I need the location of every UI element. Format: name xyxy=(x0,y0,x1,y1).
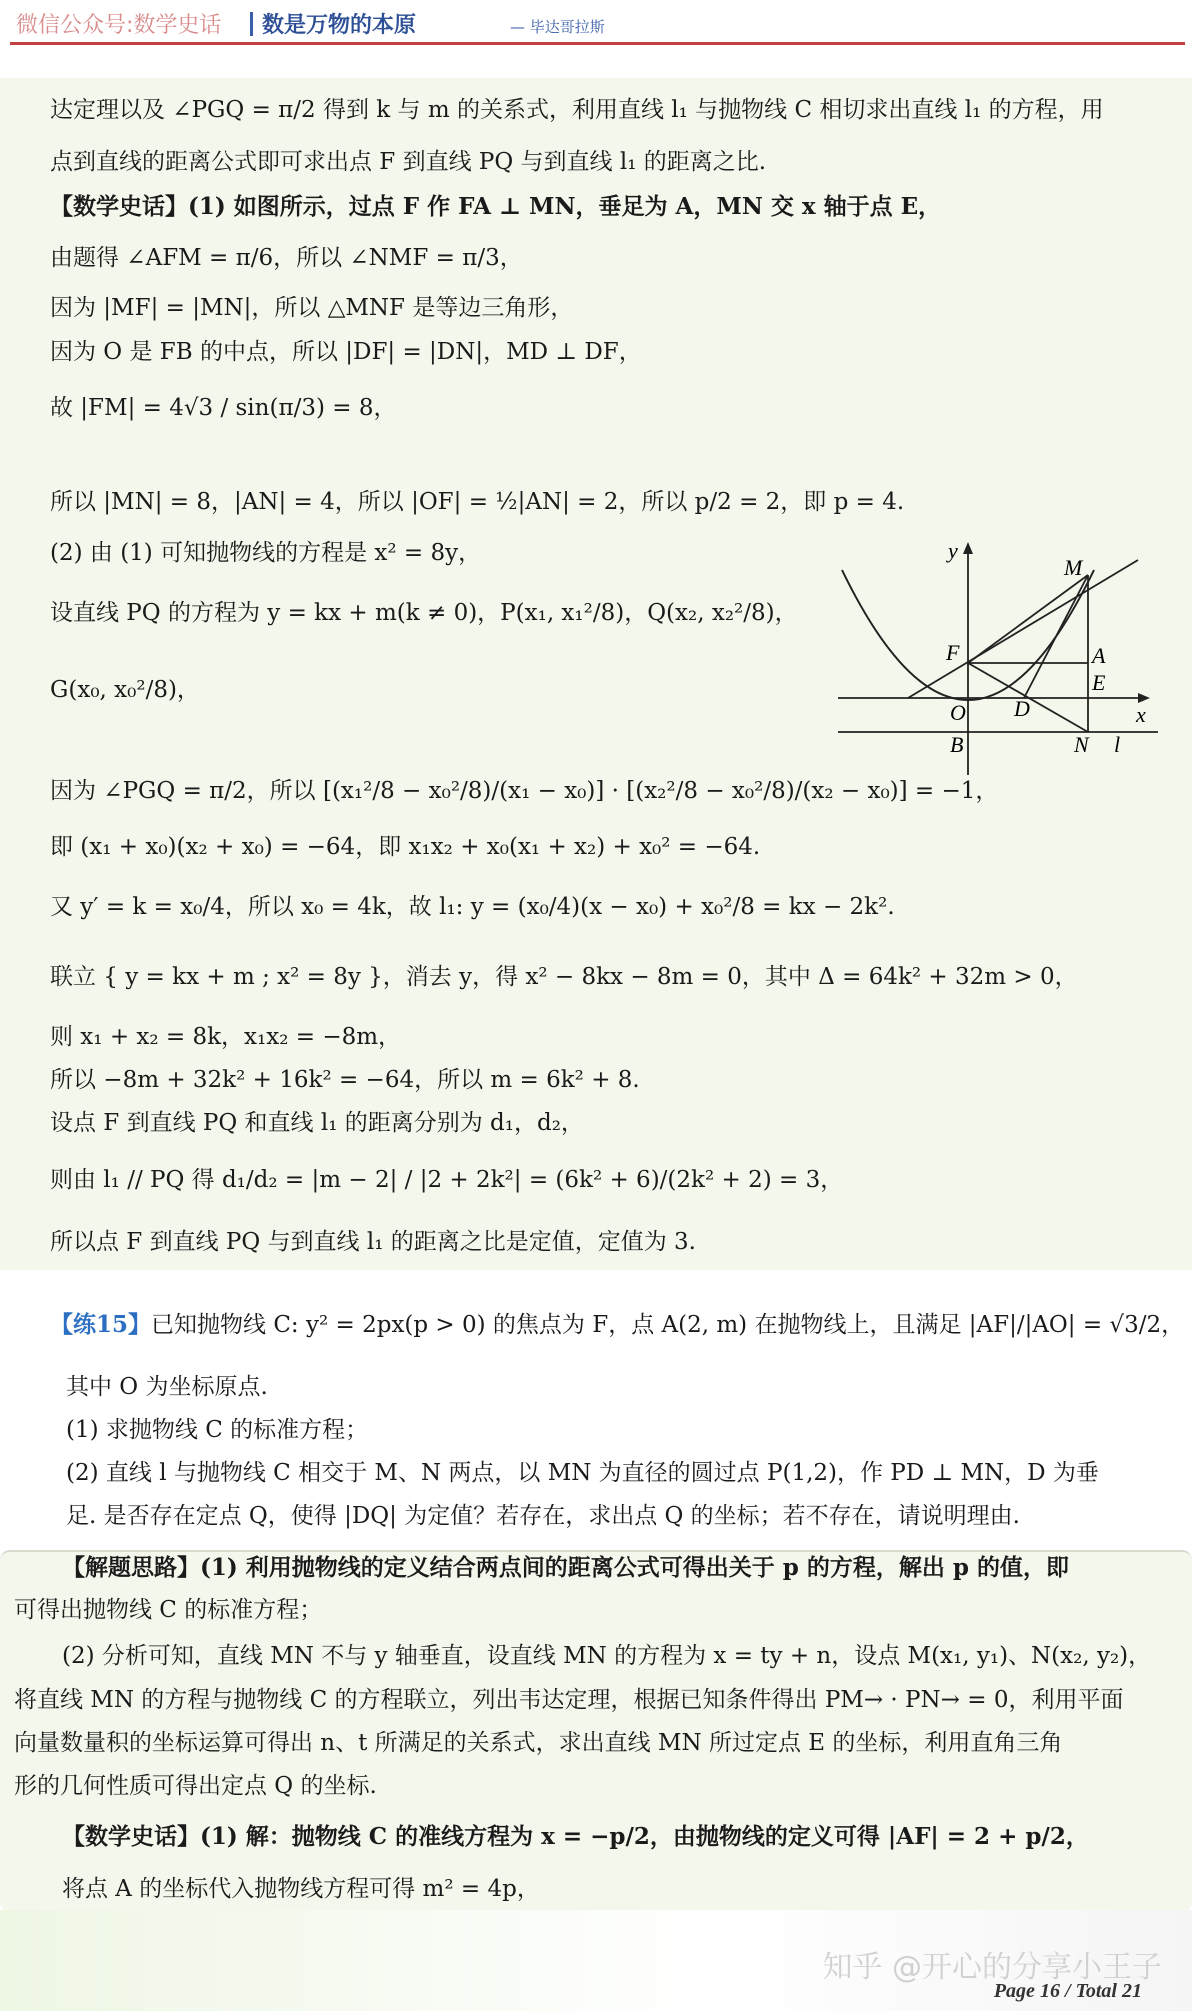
page-number: Page 16 / Total 21 xyxy=(993,1980,1142,2002)
text-line: 则由 l₁ // PQ 得 d₁/d₂ = |m − 2| / |2 + 2k²| = (6k² + 6)/(2k² + 2) = 3， xyxy=(50,1167,844,1193)
text-line: 达定理以及 ∠PGQ = π/2 得到 k 与 m 的关系式，利用直线 l₁ 与抛物线 C 相切求出直线 l₁ 的方程，用 xyxy=(50,97,1104,123)
exercise-line-1 xyxy=(50,1310,1184,1340)
exercise-tag: 【练15】 xyxy=(50,1311,152,1338)
header-author: — 毕达哥拉斯 xyxy=(510,18,605,36)
header-rule xyxy=(10,42,1185,45)
label-a: A xyxy=(1092,643,1106,668)
text-line: 设点 F 到直线 PQ 和直线 l₁ 的距离分别为 d₁，d₂， xyxy=(50,1110,584,1136)
text-line: (2) 由 (1) 可知抛物线的方程是 x² = 8y， xyxy=(50,540,482,566)
text-line: 故 |FM| = 4√3 / sin(π/3) = 8， xyxy=(50,395,397,421)
text-line: 因为 ∠PGQ = π/2，所以 [(x₁²/8 − x₀²/8)/(x₁ − x₀)] · [(x₂²/8 − x₀²/8)/(x₂ − x₀)] = −1， xyxy=(50,778,999,804)
text-line: 【数学史话】(1) 解：抛物线 C 的准线方程为 x = −p/2，由抛物线的定义可得 |AF| = 2 + p/2， xyxy=(62,1823,1089,1850)
header-divider xyxy=(250,12,253,36)
label-o: O xyxy=(950,700,966,725)
text-line: 又 y′ = k = x₀/4，所以 x₀ = 4k，故 l₁: y = (x₀/4)(x − x₀) + x₀²/8 = kx − 2k². xyxy=(50,894,895,920)
page-header xyxy=(0,0,1192,44)
header-title: 数是万物的本原 xyxy=(262,13,417,38)
label-b: B xyxy=(950,732,964,757)
parabola-figure xyxy=(838,540,1158,778)
segment-md xyxy=(1024,575,1088,698)
text-line: 可得出抛物线 C 的标准方程； xyxy=(14,1597,323,1623)
label-e: E xyxy=(1092,670,1106,695)
text-line: 将直线 MN 的方程与抛物线 C 的方程联立，列出韦达定理，根据已知条件得出 PM→ · PN→ = 0，利用平面 xyxy=(14,1687,1124,1713)
segment-fm xyxy=(968,575,1088,663)
text-line: 足. 是否存在定点 Q，使得 |DQ| 为定值？若存在，求出点 Q 的坐标；若不存在，请说明理由. xyxy=(66,1503,1020,1529)
text-line: 所以 |MN| = 8，|AN| = 4，所以 |OF| = ½|AN| = 2，所以 p/2 = 2，即 p = 4. xyxy=(50,489,905,515)
text-line: (2) 直线 l 与抛物线 C 相交于 M、N 两点，以 MN 为直径的圆过点 P(1,2)，作 PD ⊥ MN，D 为垂 xyxy=(66,1460,1099,1486)
text-line: (2) 分析可知，直线 MN 不与 y 轴垂直，设直线 MN 的方程为 x = ty + n，设点 M(x₁, y₁)、N(x₂, y₂)， xyxy=(62,1643,1152,1669)
exercise-text: 已知抛物线 C: y² = 2px(p > 0) 的焦点为 F，点 A(2, m) 在抛物线上，且满足 |AF|/|AO| = √3/2， xyxy=(151,1312,1185,1338)
watermark: 知乎 @开心的分享小王子 xyxy=(822,1950,1162,1985)
y-axis-arrow xyxy=(963,542,973,554)
label-y: y xyxy=(948,540,958,563)
text-line: 因为 O 是 FB 的中点，所以 |DF| = |DN|，MD ⊥ DF， xyxy=(50,339,642,365)
text-line: 联立 { y = kx + m ; x² = 8y }，消去 y，得 x² − 8kx − 8m = 0，其中 Δ = 64k² + 32m > 0， xyxy=(50,964,1078,990)
text-line: 由题得 ∠AFM = π/6，所以 ∠NMF = π/3， xyxy=(50,245,523,271)
text-line: 形的几何性质可得出定点 Q 的坐标. xyxy=(14,1773,377,1799)
text-line: 【解题思路】(1) 利用抛物线的定义结合两点间的距离公式可得出关于 p 的方程，解出 p 的值，即 xyxy=(62,1554,1069,1581)
text-line: 向量数量积的坐标运算可得出 n、t 所满足的关系式，求出直线 MN 所过定点 E 的坐标，利用直角三角 xyxy=(14,1730,1063,1756)
label-x: x xyxy=(1136,702,1146,727)
text-line: 因为 |MF| = |MN|，所以 △MNF 是等边三角形， xyxy=(50,295,574,321)
text-line: 【数学史话】(1) 如图所示，过点 F 作 FA ⊥ MN，垂足为 A，MN 交 x 轴于点 E， xyxy=(50,193,942,220)
wechat-account: 微信公众号:数学史话 xyxy=(16,13,222,38)
label-l: l xyxy=(1114,732,1121,757)
label-f: F xyxy=(946,640,960,665)
label-n: N xyxy=(1074,732,1089,757)
text-line: 则 x₁ + x₂ = 8k，x₁x₂ = −8m， xyxy=(50,1024,402,1050)
text-line: 所以 −8m + 32k² + 16k² = −64，所以 m = 6k² + 8. xyxy=(50,1067,640,1093)
text-line: 所以点 F 到直线 PQ 与到直线 l₁ 的距离之比是定值，定值为 3. xyxy=(50,1229,696,1255)
text-line: (1) 求抛物线 C 的标准方程； xyxy=(66,1417,369,1443)
text-line: 将点 A 的坐标代入抛物线方程可得 m² = 4p， xyxy=(62,1876,540,1902)
label-m: M xyxy=(1064,555,1083,580)
label-d: D xyxy=(1014,696,1030,721)
text-line: 设直线 PQ 的方程为 y = kx + m(k ≠ 0)，P(x₁, x₁²/8)，Q(x₂, x₂²/8)， xyxy=(50,600,798,626)
text-line: 即 (x₁ + x₀)(x₂ + x₀) = −64，即 x₁x₂ + x₀(x₁ + x₂) + x₀² = −64. xyxy=(50,834,761,860)
text-line: G(x₀, x₀²/8)， xyxy=(50,677,200,703)
parabola-diagram xyxy=(838,540,1158,778)
text-line: 点到直线的距离公式即可求出点 F 到直线 PQ 与到直线 l₁ 的距离之比. xyxy=(50,149,767,175)
text-line: 其中 O 为坐标原点. xyxy=(66,1374,268,1400)
